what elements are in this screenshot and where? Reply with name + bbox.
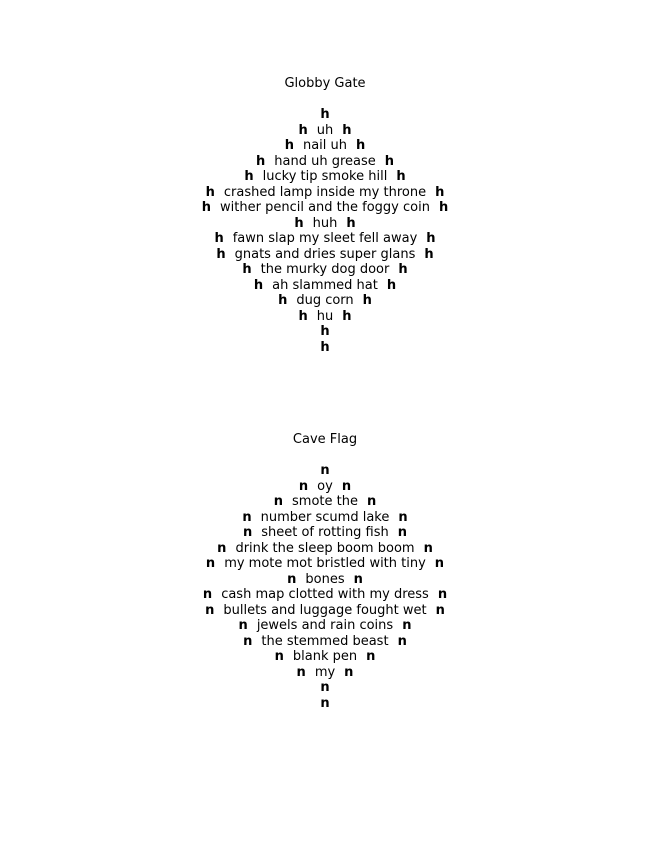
poem-cave-flag [0, 432, 650, 711]
poem-line [0, 169, 650, 185]
line-text: dug corn [296, 293, 354, 308]
line-marker: h [298, 122, 308, 138]
line-marker: n [298, 478, 309, 494]
line-marker: n [274, 649, 284, 664]
line-text: bullets and luggage fought wet [223, 602, 427, 618]
line-marker: n [287, 571, 297, 587]
poem-line [0, 510, 650, 526]
line-marker: n [217, 540, 227, 556]
line-marker: h [253, 277, 264, 293]
line-marker: n [320, 680, 330, 695]
line-text: uh [316, 122, 334, 138]
line-marker: n [397, 633, 407, 649]
poem-line [0, 587, 650, 603]
line-marker: n [242, 525, 253, 540]
line-text: number scumd lake [260, 509, 390, 525]
line-marker: h [342, 308, 352, 324]
line-marker: n [205, 556, 216, 571]
line-text: nail uh [302, 138, 348, 153]
poem-line [0, 138, 650, 154]
line-text: fawn slap my sleet fell away [232, 231, 418, 246]
line-text: smote the [292, 494, 358, 509]
line-marker: h [320, 339, 330, 355]
poem-line [0, 154, 650, 170]
line-text: huh [312, 215, 338, 231]
line-marker: n [243, 633, 253, 649]
line-text: my [314, 664, 336, 680]
line-marker: h [216, 246, 226, 262]
poem-line [0, 278, 650, 294]
poem-globby-gate [0, 76, 650, 355]
line-marker: h [244, 169, 254, 184]
poem-line [0, 340, 650, 356]
line-marker: h [398, 262, 408, 277]
line-marker: n [435, 602, 445, 618]
poem-lines [0, 463, 650, 711]
line-text: hu [316, 308, 334, 324]
poem-line [0, 463, 650, 479]
poem-line [0, 603, 650, 619]
line-marker: n [238, 618, 248, 633]
line-marker: n [320, 695, 330, 711]
line-marker: n [341, 478, 352, 494]
line-marker: h [214, 231, 224, 246]
poem-line [0, 216, 650, 232]
line-text: wither pencil and the foggy coin [220, 200, 430, 215]
line-marker: n [202, 587, 213, 602]
poem-title: Cave Flag [292, 432, 358, 447]
line-marker: n [353, 571, 363, 587]
line-marker: n [296, 664, 306, 680]
line-marker: h [362, 293, 372, 308]
poem-line [0, 525, 650, 541]
line-marker: h [346, 215, 356, 231]
line-marker: n [366, 649, 376, 664]
line-marker: h [242, 262, 252, 277]
line-marker: h [201, 200, 212, 215]
line-text: the stemmed beast [261, 633, 389, 649]
line-text: bones [305, 571, 345, 587]
line-marker: h [386, 277, 397, 293]
poem-line [0, 634, 650, 650]
poem-line [0, 123, 650, 139]
line-marker: h [356, 138, 366, 153]
line-marker: n [434, 556, 445, 571]
line-text: the murky dog door [260, 262, 390, 277]
line-text: jewels and rain coins [256, 618, 394, 633]
line-marker: n [344, 664, 354, 680]
poem-line [0, 324, 650, 340]
poem-line [0, 618, 650, 634]
line-marker: h [396, 169, 406, 184]
line-marker: h [298, 308, 308, 324]
poem-line [0, 541, 650, 557]
poem-lines [0, 107, 650, 355]
line-marker: h [426, 231, 436, 246]
line-marker: n [366, 494, 377, 509]
line-marker: h [294, 215, 304, 231]
line-text: hand uh grease [274, 153, 376, 169]
line-marker: n [398, 509, 408, 525]
line-marker: n [402, 618, 412, 633]
poem-line [0, 479, 650, 495]
poem-line [0, 262, 650, 278]
line-marker: h [284, 138, 294, 153]
line-marker: h [320, 107, 330, 122]
line-marker: n [273, 494, 284, 509]
line-text: crashed lamp inside my throne [223, 184, 427, 200]
line-marker: h [438, 200, 449, 215]
poem-line [0, 649, 650, 665]
line-text: lucky tip smoke hill [262, 169, 388, 184]
poem-line [0, 200, 650, 216]
line-marker: n [423, 540, 433, 556]
poem-line [0, 665, 650, 681]
poem-line [0, 293, 650, 309]
line-marker: h [342, 122, 352, 138]
line-marker: h [384, 153, 395, 169]
poem-line [0, 309, 650, 325]
poem-line [0, 231, 650, 247]
poem-line [0, 572, 650, 588]
poem-line [0, 680, 650, 696]
line-text: cash map clotted with my dress [221, 587, 429, 602]
line-marker: n [437, 587, 448, 602]
line-text: gnats and dries super glans [234, 246, 416, 262]
poem-line [0, 247, 650, 263]
poem-line [0, 494, 650, 510]
line-text: ah slammed hat [272, 277, 378, 293]
poem-title: Globby Gate [284, 76, 366, 91]
line-marker: n [320, 463, 330, 478]
line-marker: h [424, 246, 434, 262]
poem-line [0, 556, 650, 572]
line-marker: h [320, 324, 330, 339]
poem-line [0, 107, 650, 123]
line-marker: h [255, 153, 266, 169]
line-text: drink the sleep boom boom [235, 540, 415, 556]
line-marker: n [242, 509, 252, 525]
line-marker: h [435, 184, 445, 200]
line-text: blank pen [292, 649, 358, 664]
line-marker: n [205, 602, 215, 618]
line-text: oy [317, 478, 333, 494]
line-marker: h [278, 293, 288, 308]
line-marker: n [397, 525, 408, 540]
poem-line [0, 185, 650, 201]
line-marker: h [205, 184, 215, 200]
line-text: sheet of rotting fish [261, 525, 389, 540]
line-text: my mote mot bristled with tiny [224, 556, 426, 571]
poem-line [0, 696, 650, 712]
